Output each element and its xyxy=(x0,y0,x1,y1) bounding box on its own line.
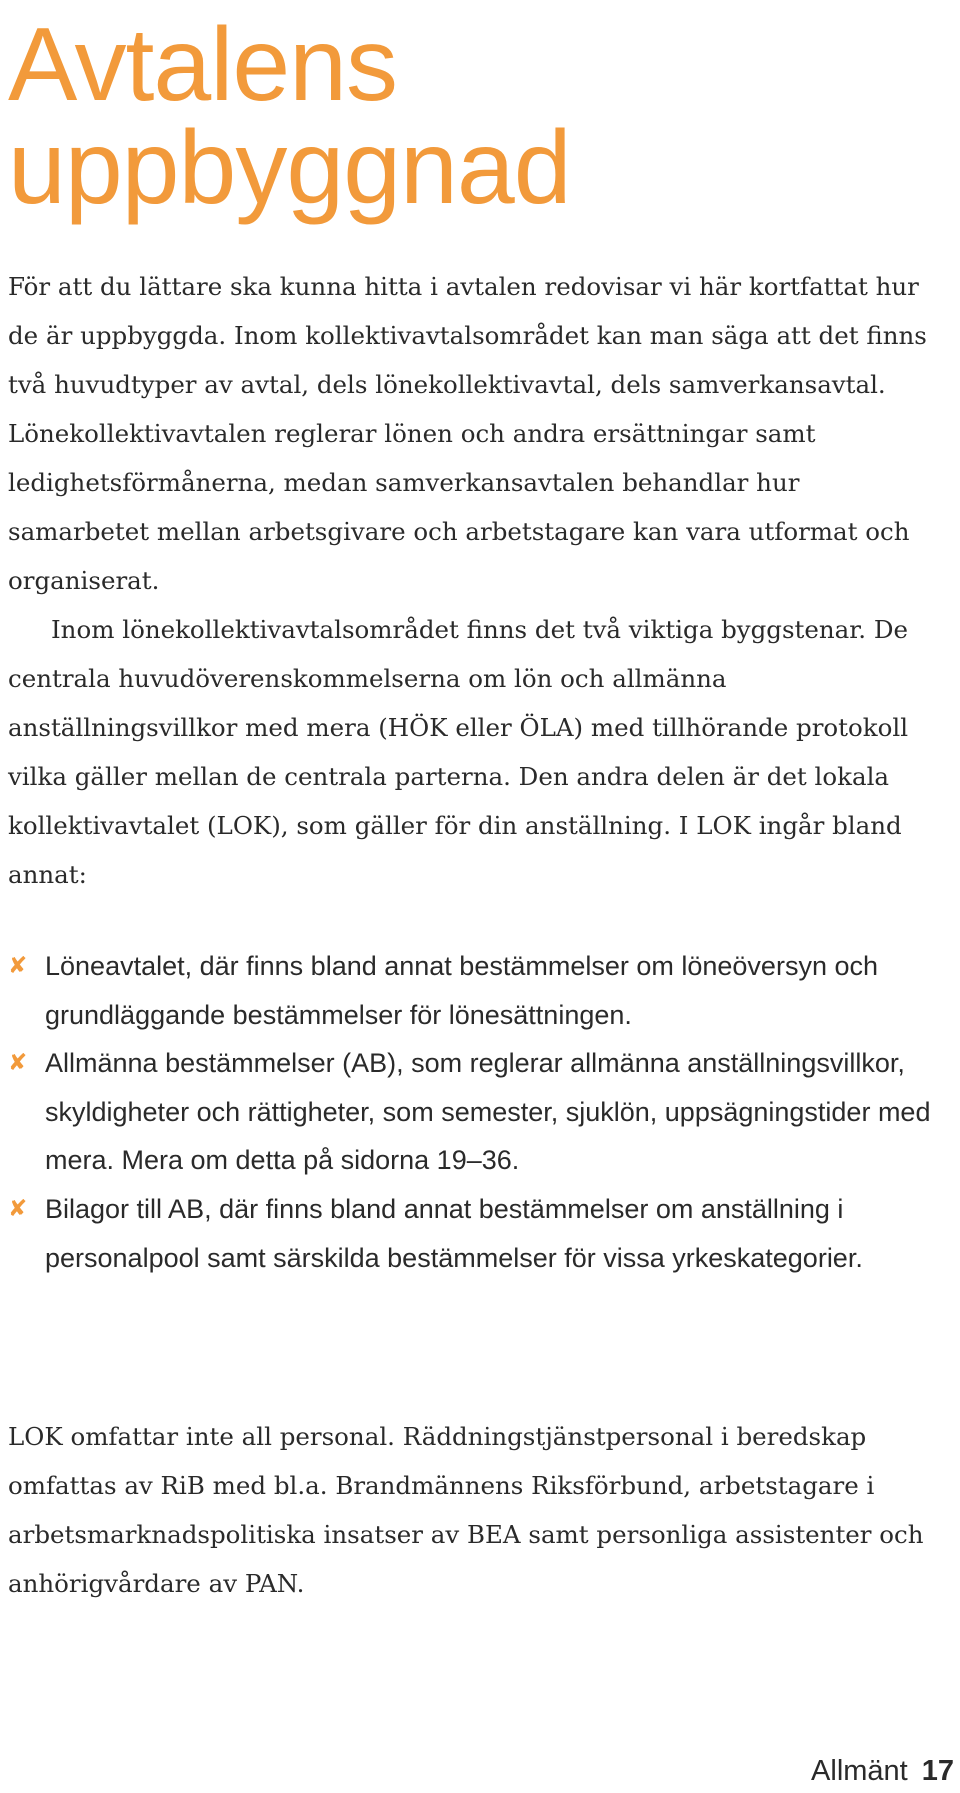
bullet-list xyxy=(8,942,948,1282)
page-title: Avtalens uppbyggnad xyxy=(8,7,571,226)
list-item-text: Allmänna bestämmelser (AB), som reglerar allmänna anställningsvillkor, skyldigheter och rättigheter, som semester, sjuklön, uppsägningstider med mera. Mera om detta på sidorna 19–36. xyxy=(45,1048,931,1176)
cross-bullet-icon: ✘ xyxy=(8,1195,28,1222)
page-footer xyxy=(811,1754,954,1788)
list-item-text: Löneavtalet, där finns bland annat bestämmelser om löneöversyn och grundläggande bestämmelser för lönesättningen. xyxy=(45,951,878,1030)
page-number: 17 xyxy=(921,1755,954,1787)
list-item xyxy=(8,1039,948,1185)
closing-paragraph: LOK omfattar inte all personal. Räddningstjänstpersonal i beredskap omfattas av RiB med bl.a. Brandmännens Riksförbund, arbetstagare i arbetsmarknadspolitiska insatser av BEA samt personliga assistenter och anhörigvårdare av PAN. xyxy=(8,1422,924,1598)
intro-paragraph: För att du lättare ska kunna hitta i avtalen redovisar vi här kortfattat hur de är uppbyggda. Inom kollektivavtalsområdet kan man säga att det finns två huvudtyper av avtal, dels lönekollektivavtal, dels samverkansavtal. Lönekollektivavtalen reglerar lönen och andra ersättningar samt ledighetsförmånerna, medan samverkansavtalen behandlar hur samarbetet mellan arbetsgivare och arbetstagare kan vara utformat och organiserat. xyxy=(8,272,927,595)
cross-bullet-icon: ✘ xyxy=(8,1050,28,1077)
list-item-text: Bilagor till AB, där finns bland annat bestämmelser om anställning i personalpool samt särskilda bestämmelser för vissa yrkeskategorier. xyxy=(45,1193,863,1273)
intro-paragraph: Inom lönekollektivavtalsområdet finns det två viktiga byggstenar. De centrala huvudöverenskommelserna om lön och allmänna anställningsvillkor med mera (HÖK eller ÖLA) med tillhörande protokoll vilka gäller mellan de centrala parterna. Den andra delen är det lokala kollektivavtalet (LOK), som gäller för din anställning. I LOK ingår bland annat: xyxy=(8,615,909,889)
intro-text xyxy=(8,262,948,899)
footer-section-label: Allmänt xyxy=(811,1755,908,1787)
list-item xyxy=(8,1185,948,1282)
cross-bullet-icon: ✘ xyxy=(8,953,28,979)
list-item xyxy=(8,942,948,1039)
